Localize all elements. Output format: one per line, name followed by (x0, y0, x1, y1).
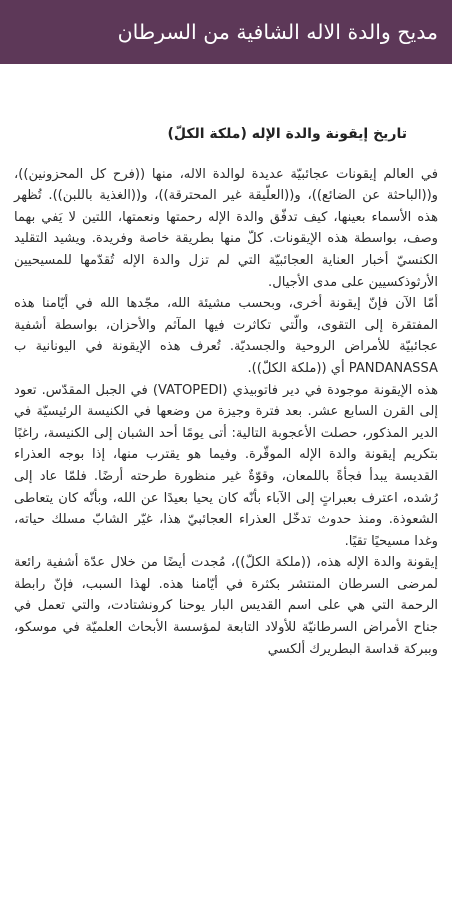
article (0, 64, 452, 660)
article-paragraph-3: هذه الإيقونة موجودة في دير فاتوبيذي (VATOPEDI) في الجبل المقدّس. تعود إلى القرن السابع عشر. بعد فترة وجيزة من وضعها في الكنيسة الرئيسيّة في الدير المذكور، حصلت الأعجوبة التالية: أتى يومًا أحد الشبان إلى الكنيسة، راغبًا بتكريم إيقونة والدة الإله الموقّرة. وفيما هو يقترب منها، إذا بوجه العذراء القديسة يبدأ فجأةً باللمعان، وقوّةٌ غير منظورة طرحته أرضًا. فلمّا عاد إلى رُشده، اعترف بعبراتٍ إلى الآباء بأنّه كان يحيا بعيدًا عن الله، وبأنّه كان يتعاطى الشعوذة. ومنذ حدوث تدخّل العذراء العجائبيّ هذا، غيّر الشابّ مسلك حياته، وغدا مسيحيًا تقيًا. (14, 382, 438, 549)
article-paragraph-4: إيقونة والدة الإله هذه، ((ملكة الكلّ))، مُجدت أيضًا من خلال عدّة أشفية رائعة لمرضى السرطان المنتشر بكثرة في أيّامنا هذه. لهذا السبب، فإنّ رابطة الرحمة التي هي على اسم القديس البار يوحنا كرونشتادت، والتي تعمل في جناح الأمراض السرطانيّة للأولاد التابعة لمؤسسة الأبحاث العلميّة في موسكو، وببركة قداسة البطريرك ألكسي (14, 555, 438, 657)
app-bar (0, 0, 452, 64)
article-paragraph-1: في العالم إيقونات عجائبيّة عديدة لوالدة الاله، منها ((فرح كل المحزونين))، و((الباحثة عن الضائع))، و((العلّيقة غير المحترقة))، و((الغذية باللبن)). تُظهر هذه الأسماء بعينها، كيف تدفّق والدة الإله رحمتها ونعمتها، اللتين لا يَفي بهما وصف، بواسطة هذه الإيقونات. كلّ منها بطريقة خاصة وفريدة. ويشيد التقليد الكنسيّ أخبار العناية العجائبيّة التي لم تزل والدة الإله تُقدّمها للمسيحيين الأرثوذكسيين على مدى الأجيال. (14, 166, 438, 290)
article-paragraph-2: أمّا الآن فإنّ إيقونة أخرى، وبحسب مشيئة الله، مجّدها الله في أيّامنا هذه المفتقرة إلى التقوى، والّتي تكاثرت فيها المآثم والأحزان، بواسطة أشفية عجائبيّة للأمراض الروحية والجسديّة. تُعرف هذه الإيقونة في اليونانية ب PANDANASSA أي ((ملكة الكلّ)). (14, 296, 438, 376)
app-title: مديح والدة الاله الشافية من السرطان (117, 20, 438, 44)
content-scroll-area[interactable] (0, 64, 452, 900)
article-title: تاريخ إيقونة والدة الإله (ملكة الكلّ) (167, 126, 407, 142)
